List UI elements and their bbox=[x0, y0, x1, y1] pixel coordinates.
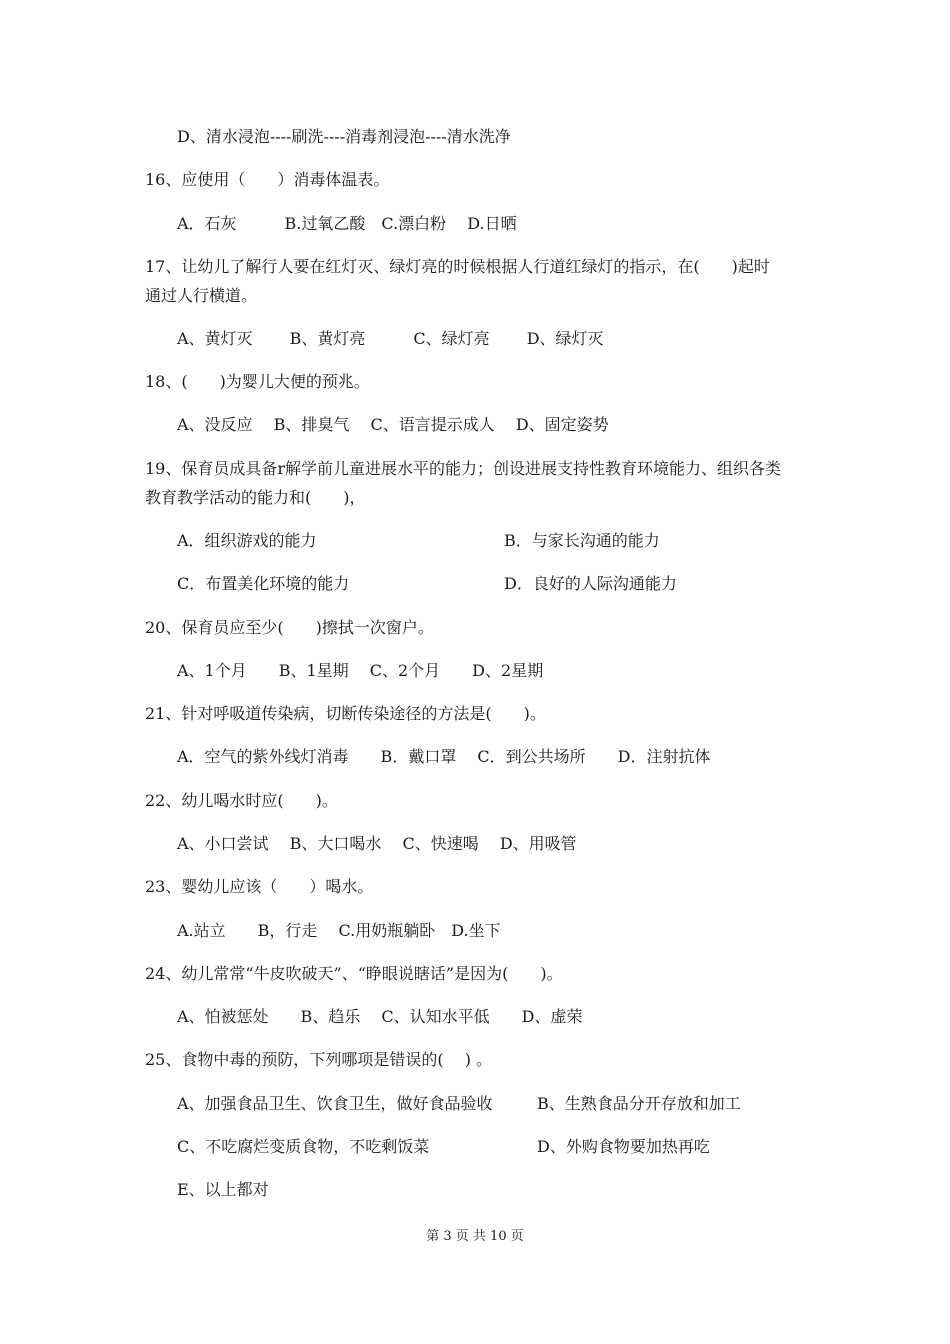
q19-stem-line1: 19、保育员成具备r解学前儿童进展水平的能力；创设进展支持性教育环境能力、组织各类 bbox=[145, 459, 782, 478]
q25-option-d: D、外购食物要加热再吃 bbox=[537, 1137, 710, 1156]
page-footer: 第 3 页 共 10 页 bbox=[426, 1229, 524, 1244]
q24-stem: 24、幼儿常常“牛皮吹破天”、“睁眼说瞎话”是因为( )。 bbox=[145, 964, 563, 983]
q25-option-c: C、不吃腐烂变质食物，不吃剩饭菜 bbox=[177, 1137, 430, 1156]
q18-stem: 18、( )为婴儿大便的预兆。 bbox=[145, 372, 370, 391]
q19-option-a: A．组织游戏的能力 bbox=[177, 531, 317, 550]
q25-option-e: E、以上都对 bbox=[177, 1180, 269, 1199]
q17-stem-line2: 通过人行横道。 bbox=[145, 286, 258, 305]
q17-stem-line1: 17、让幼儿了解行人要在红灯灭、绿灯亮的时候根据人行道红绿灯的指示，在( )起时 bbox=[145, 257, 770, 276]
q18-options: A、没反应 B、排臭气 C、语言提示成人 D、固定姿势 bbox=[177, 415, 609, 434]
q19-option-c: C．布置美化环境的能力 bbox=[177, 574, 350, 593]
q19-stem-line2: 教育教学活动的能力和( )， bbox=[145, 488, 366, 507]
q23-options: A.站立 B，行走 C.用奶瓶躺卧 D.坐下 bbox=[177, 921, 501, 940]
q16-stem: 16、应使用（ ）消毒体温表。 bbox=[145, 170, 390, 189]
q21-options: A．空气的紫外线灯消毒 B．戴口罩 C．到公共场所 D．注射抗体 bbox=[177, 747, 711, 766]
q20-stem: 20、保育员应至少( )擦拭一次窗户。 bbox=[145, 618, 434, 637]
q20-options: A、1个月 B、1星期 C、2个月 D、2星期 bbox=[177, 661, 544, 680]
q24-options: A、怕被惩处 B、趋乐 C、认知水平低 D、虚荣 bbox=[177, 1007, 583, 1026]
q22-options: A、小口尝试 B、大口喝水 C、快速喝 D、用吸管 bbox=[177, 834, 577, 853]
q23-stem: 23、婴幼儿应该（ ）喝水。 bbox=[145, 877, 374, 896]
q19-option-b: B．与家长沟通的能力 bbox=[504, 531, 660, 550]
q25-option-b: B、生熟食品分开存放和加工 bbox=[537, 1094, 741, 1113]
q19-option-d: D．良好的人际沟通能力 bbox=[504, 574, 677, 593]
q25-stem: 25、食物中毒的预防，下列哪项是错误的( ) 。 bbox=[145, 1050, 493, 1069]
q21-stem: 21、针对呼吸道传染病，切断传染途径的方法是( )。 bbox=[145, 704, 546, 723]
q15-option-d: D、清水浸泡----刷洗----消毒剂浸泡----清水洗净 bbox=[177, 127, 511, 146]
q16-options: A．石灰 B.过氧乙酸 C.漂白粉 D.日晒 bbox=[177, 214, 517, 233]
q25-option-a: A、加强食品卫生、饮食卫生，做好食品验收 bbox=[177, 1094, 493, 1113]
q22-stem: 22、幼儿喝水时应( )。 bbox=[145, 791, 338, 810]
q17-options: A、黄灯灭 B、黄灯亮 C、绿灯亮 D、绿灯灭 bbox=[177, 329, 604, 348]
